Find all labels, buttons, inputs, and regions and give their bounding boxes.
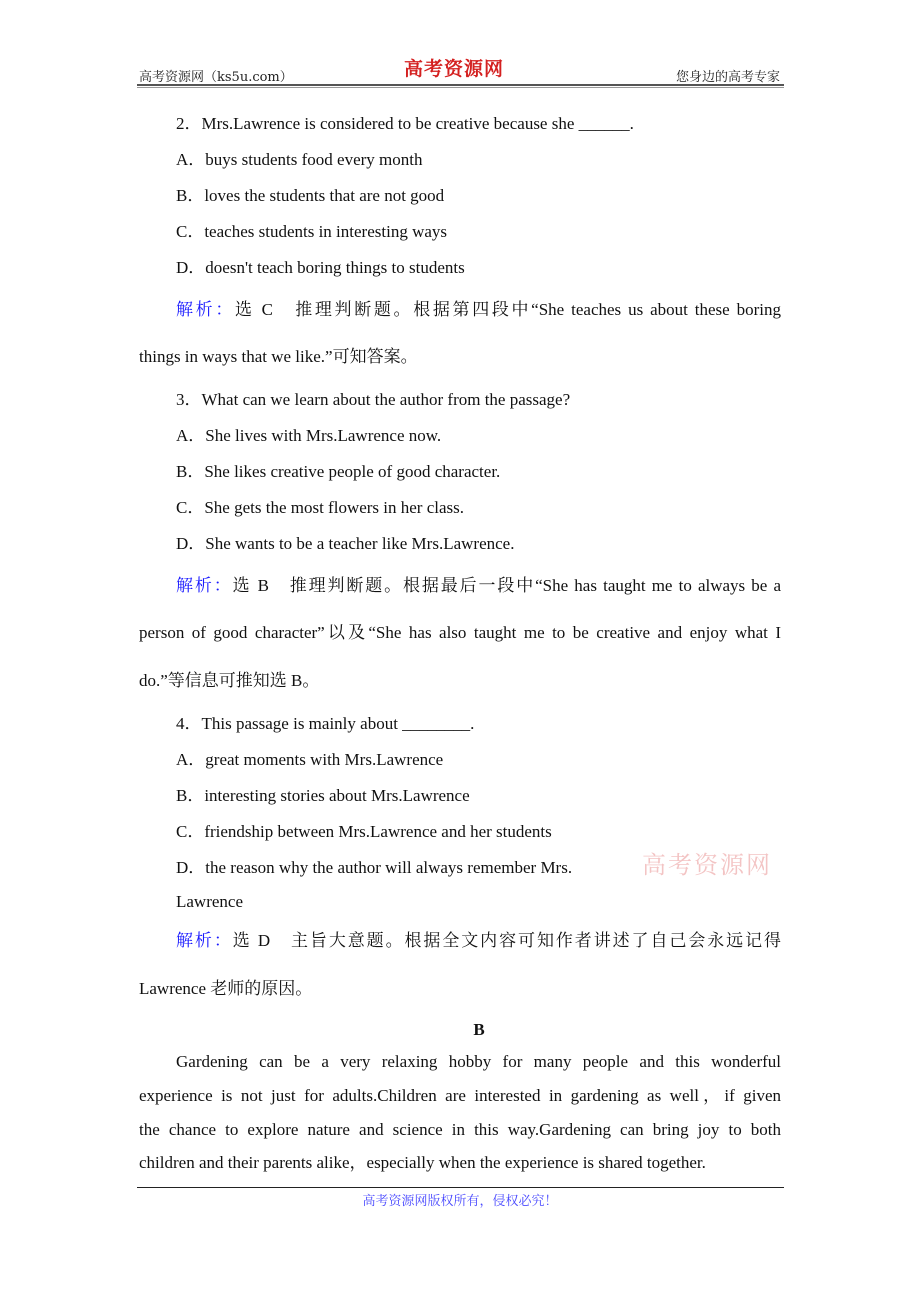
header-logo: 高考资源网 (404, 58, 505, 80)
passage-line: experience is not just for adults.Children are interested in gardening as well，if given (139, 1086, 781, 1105)
q2-option-c: C．teaches students in interesting ways (176, 222, 448, 241)
section-b-title: B (473, 1020, 485, 1039)
q3-analysis-line: 解析：选 B 推理判断题。根据最后一段中“She has taught me to always be a (176, 576, 782, 595)
q4-option-d: D．the reason why the author will always remember Mrs. (176, 858, 573, 877)
q4-analysis-line: Lawrence 老师的原因。 (139, 979, 313, 998)
q4-option-b: B．interesting stories about Mrs.Lawrence (176, 786, 470, 805)
q2-analysis-line: things in ways that we like.”可知答案。 (139, 347, 418, 366)
q4-analysis-line: 解析：选 D 主旨大意题。根据全文内容可知作者讲述了自己会永远记得 (176, 931, 781, 950)
q3-analysis-line: person of good character”以及“She has also taught me to be creative and enjoy what I (139, 623, 781, 642)
q4-option-c: C．friendship between Mrs.Lawrence and her students (176, 822, 552, 841)
q2-option-b: B．loves the students that are not good (176, 186, 445, 205)
q4-option-a: A．great moments with Mrs.Lawrence (176, 750, 444, 769)
q2-analysis-line: 解析：选 C 推理判断题。根据第四段中“She teaches us about these boring (176, 300, 782, 319)
q3-analysis-line: do.”等信息可推知选 B。 (139, 671, 320, 690)
q4-stem: 4．This passage is mainly about ________. (176, 714, 475, 733)
passage-line: the chance to explore nature and science in this way.Gardening can bring joy to both (139, 1120, 781, 1139)
q3-option-a: A．She lives with Mrs.Lawrence now. (176, 426, 442, 445)
header-left: 高考资源网（ks5u.com） (139, 70, 293, 85)
q3-option-d: D．She wants to be a teacher like Mrs.Lawrence. (176, 534, 515, 553)
q3-option-c: C．She gets the most flowers in her class. (176, 498, 465, 517)
analysis-label: 解析： (176, 300, 235, 319)
passage-line: children and their parents alike，especially when the experience is shared together. (139, 1153, 706, 1172)
q3-option-b: B．She likes creative people of good character. (176, 462, 501, 481)
q4-option-d-cont: Lawrence (176, 892, 244, 911)
q2-stem: 2．Mrs.Lawrence is considered to be creative because she ______. (176, 114, 634, 133)
watermark-logo: 高考资源网 (642, 851, 772, 879)
q3-stem: 3．What can we learn about the author from the passage? (176, 390, 571, 409)
passage-line: Gardening can be a very relaxing hobby for many people and this wonderful (176, 1052, 781, 1071)
header-right: 您身边的高考专家 (676, 70, 781, 85)
analysis-label: 解析： (176, 931, 233, 950)
footer-copyright: 高考资源网版权所有，侵权必究！ (362, 1194, 558, 1209)
q2-option-d: D．doesn't teach boring things to students (176, 258, 465, 277)
header-rule (137, 84, 784, 88)
analysis-label: 解析： (176, 576, 233, 595)
q2-option-a: A．buys students food every month (176, 150, 423, 169)
footer-rule (137, 1187, 784, 1188)
